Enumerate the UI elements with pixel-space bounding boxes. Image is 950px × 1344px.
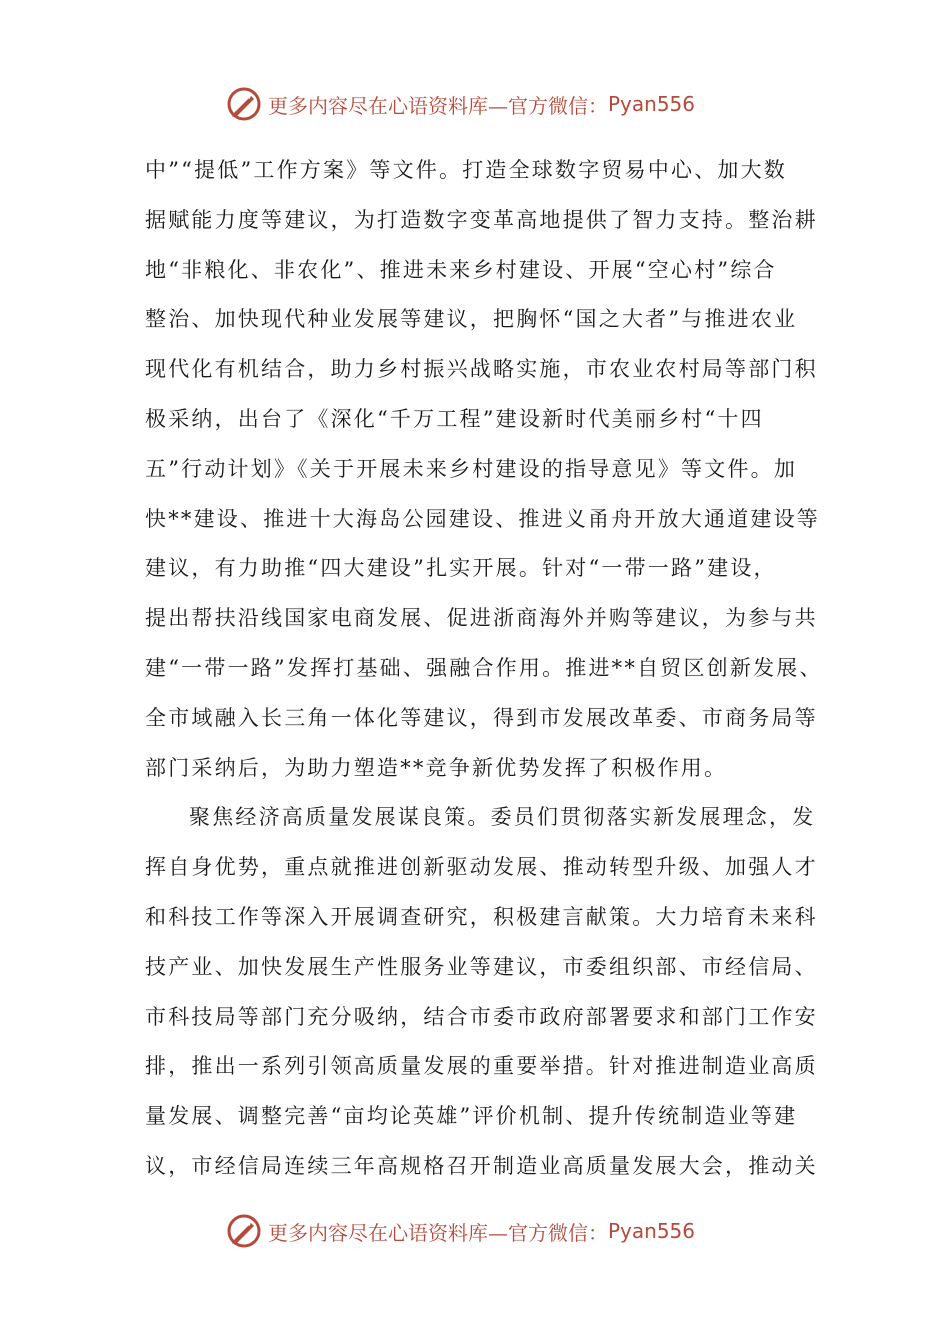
- text-line: 现代化有机结合，助力乡村振兴战略实施，市农业农村局等部门积: [145, 357, 818, 382]
- text-line: 中”“提低”工作方案》等文件。打造全球数字贸易中心、加大数: [145, 158, 788, 182]
- watermark-text: 更多内容尽在心语资料库—官方微信：: [268, 93, 608, 118]
- text-line: 提出帮扶沿线国家电商发展、促进浙商海外并购等建议，为参与共: [145, 606, 818, 631]
- text-line: 极采纳，出台了《深化“千万工程”建设新时代美丽乡村“十四: [145, 406, 764, 431]
- text-line: 议，市经信局连续三年高规格召开制造业高质量发展大会，推动关: [145, 1153, 818, 1178]
- text-line: 排，推出一系列引领高质量发展的重要举措。针对推进制造业高质: [145, 1054, 818, 1079]
- document-body: [145, 146, 845, 1192]
- text-line: 全市域融入长三角一体化等建议，得到市发展改革委、市商务局等: [145, 705, 818, 730]
- text-line: 整治、加快现代种业发展等建议，把胸怀“国之大者”与推进农业: [145, 307, 798, 332]
- text-line: 五”行动计划》《关于开展未来乡村建设的指导意见》等文件。加: [145, 456, 798, 481]
- text-line: 快**建设、推进十大海岛公园建设、推进义甬舟开放大通道建设等: [145, 506, 820, 531]
- paragraph: [145, 146, 845, 793]
- text-line: 量发展、调整完善“亩均论英雄”评价机制、提升传统制造业等建: [145, 1104, 798, 1129]
- text-line: 地“非粮化、非农化”、推进未来乡村建设、开展“空心村”综合: [145, 257, 777, 282]
- text-line: 挥自身优势，重点就推进创新驱动发展、推动转型升级、加强人才: [145, 855, 818, 880]
- text-line: 据赋能力度等建议，为打造数字变革高地提供了智力支持。整治耕: [145, 207, 818, 232]
- text-line: 和科技工作等深入开展调查研究，积极建言献策。大力培育未来科: [145, 904, 818, 929]
- text-line: 建“一带一路”发挥打基础、强融合作用。推进**自贸区创新发展、: [145, 655, 823, 680]
- text-line: 建议，有力助推“四大建设”扎实开展。针对“一带一路”建设，: [145, 556, 777, 581]
- watermark-text: 更多内容尽在心语资料库—官方微信：: [268, 1220, 608, 1245]
- header-watermark: [226, 84, 695, 124]
- watermark-wechat-id: Pyan556: [608, 92, 696, 116]
- text-line: 部门采纳后，为助力塑造**竞争新优势发挥了积极作用。: [145, 755, 728, 780]
- text-line: 市科技局等部门充分吸纳，结合市委市政府部署要求和部门工作安: [145, 1004, 818, 1029]
- watermark-wechat-id: Pyan556: [608, 1219, 696, 1243]
- text-line: 聚焦经济高质量发展谋良策。委员们贯彻落实新发展理念，发: [189, 805, 816, 830]
- pen-logo-icon: [226, 86, 262, 122]
- text-line: 技产业、加快发展生产性服务业等建议，市委组织部、市经信局、: [145, 954, 818, 979]
- pen-logo-icon: [226, 1213, 262, 1249]
- footer-watermark: [226, 1211, 695, 1251]
- paragraph: [145, 793, 845, 1191]
